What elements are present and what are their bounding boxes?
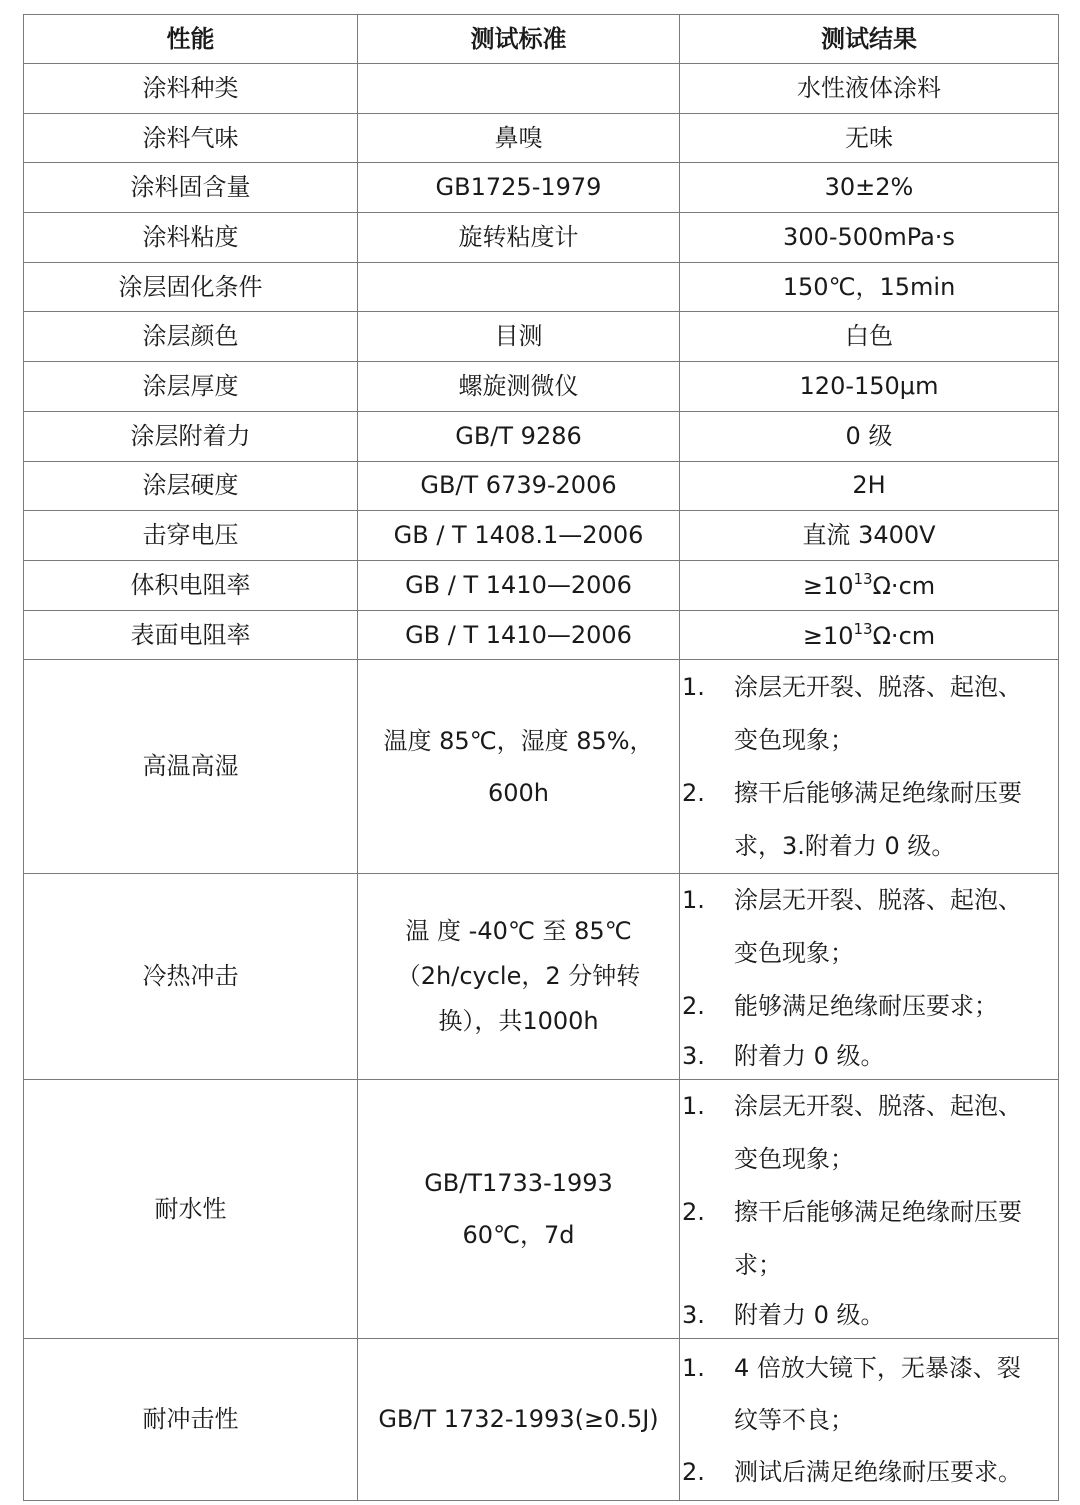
cell-property: 涂料气味 [24, 113, 358, 163]
standard-line: 温 度 -40℃ 至 85℃ [405, 917, 632, 946]
standard-line: 换），共1000h [438, 1007, 599, 1036]
resistivity-unit: Ω·cm [872, 621, 936, 650]
list-number: 2. [682, 1198, 705, 1227]
table-header-row [24, 15, 1059, 64]
cell-result-list [680, 1339, 1059, 1501]
table-row [24, 560, 1059, 610]
cell-result: 120-150μm [680, 362, 1059, 412]
cell-property: 涂层固化条件 [24, 262, 358, 312]
list-text: 擦干后能够满足绝缘耐压要 [734, 778, 1022, 807]
table-row [24, 461, 1059, 511]
cell-result: 直流 3400V [680, 511, 1059, 561]
list-item [680, 874, 1058, 980]
list-text: 能够满足绝缘耐压要求； [734, 992, 998, 1021]
list-number: 2. [682, 992, 705, 1021]
cell-property: 耐冲击性 [24, 1339, 358, 1501]
table-row [24, 362, 1059, 412]
cell-result [680, 560, 1059, 610]
table-row [24, 262, 1059, 312]
cell-standard [358, 64, 680, 114]
list-number: 2. [682, 778, 705, 807]
cell-result-list [680, 1080, 1059, 1339]
list-item [680, 1342, 1058, 1446]
list-text: 附着力 0 级。 [734, 1042, 885, 1071]
standard-line: 60℃，7d [462, 1221, 575, 1250]
table-row [24, 163, 1059, 213]
standard-line: （2h/cycle，2 分钟转 [396, 962, 641, 991]
standard-line: GB/T1733-1993 [424, 1169, 613, 1198]
list-item [680, 1033, 1058, 1079]
table-row [24, 213, 1059, 263]
cell-result: 0 级 [680, 411, 1059, 461]
list-text: 涂层无开裂、脱落、起泡、 [734, 1092, 1022, 1121]
cell-standard: 目测 [358, 312, 680, 362]
table-row [24, 411, 1059, 461]
cell-result: 白色 [680, 312, 1059, 362]
resistivity-unit: Ω·cm [872, 571, 936, 600]
standard-line: 600h [487, 778, 550, 807]
cell-property: 涂料固含量 [24, 163, 358, 213]
cell-standard: GB/T 1732-1993(≥0.5J) [358, 1339, 680, 1501]
list-text: 求，3.附着力 0 级。 [734, 831, 956, 860]
list-text: 涂层无开裂、脱落、起泡、 [734, 886, 1022, 915]
table-row [24, 610, 1059, 660]
cell-result: 无味 [680, 113, 1059, 163]
list-item [680, 1446, 1058, 1498]
cell-result: 300-500mPa·s [680, 213, 1059, 263]
cell-result: 2H [680, 461, 1059, 511]
list-text: 变色现象； [734, 1145, 854, 1174]
table-row [24, 64, 1059, 114]
list-number: 1. [682, 1092, 705, 1121]
list-number: 2. [682, 1457, 705, 1486]
cell-property: 击穿电压 [24, 511, 358, 561]
cell-standard: 旋转粘度计 [358, 213, 680, 263]
list-text: 擦干后能够满足绝缘耐压要 [734, 1198, 1022, 1227]
table-row [24, 113, 1059, 163]
cell-standard: GB1725-1979 [358, 163, 680, 213]
table-row [24, 1339, 1059, 1501]
list-text: 变色现象； [734, 939, 854, 968]
cell-property: 涂料粘度 [24, 213, 358, 263]
standard-line: 温度 85℃，湿度 85%， [383, 726, 654, 755]
cell-result-list [680, 660, 1059, 874]
cell-property: 涂层硬度 [24, 461, 358, 511]
list-text: 纹等不良； [734, 1405, 854, 1434]
cell-standard: GB / T 1410—2006 [358, 560, 680, 610]
list-text: 变色现象； [734, 725, 854, 754]
cell-standard: GB/T 9286 [358, 411, 680, 461]
cell-result: 150℃，15min [680, 262, 1059, 312]
cell-standard [358, 874, 680, 1080]
resistivity-prefix: ≥10 [802, 621, 854, 650]
cell-standard [358, 262, 680, 312]
list-text: 求； [734, 1251, 782, 1280]
cell-standard: GB / T 1410—2006 [358, 610, 680, 660]
list-number: 1. [682, 886, 705, 915]
list-text: 附着力 0 级。 [734, 1301, 885, 1330]
cell-property: 耐水性 [24, 1080, 358, 1339]
list-number: 1. [682, 1353, 705, 1382]
list-number: 3. [682, 1301, 705, 1330]
cell-result [680, 610, 1059, 660]
cell-property: 涂层颜色 [24, 312, 358, 362]
cell-result: 水性液体涂料 [680, 64, 1059, 114]
table-row [24, 1080, 1059, 1339]
table-row [24, 312, 1059, 362]
list-item [680, 980, 1058, 1033]
cell-result: 30±2% [680, 163, 1059, 213]
list-text: 测试后满足绝缘耐压要求。 [734, 1457, 1022, 1486]
performance-table [23, 14, 1059, 1501]
list-item [680, 661, 1058, 767]
list-item [680, 1186, 1058, 1292]
list-number: 3. [682, 1042, 705, 1071]
cell-property: 表面电阻率 [24, 610, 358, 660]
cell-standard: 鼻嗅 [358, 113, 680, 163]
list-text: 4 倍放大镜下，无暴漆、裂 [734, 1353, 1021, 1382]
cell-standard: 螺旋测微仪 [358, 362, 680, 412]
list-item [680, 1292, 1058, 1338]
list-item [680, 767, 1058, 873]
header-property: 性能 [24, 15, 358, 64]
cell-property: 涂层厚度 [24, 362, 358, 412]
list-item [680, 1080, 1058, 1186]
header-result: 测试结果 [680, 15, 1059, 64]
cell-standard: GB / T 1408.1—2006 [358, 511, 680, 561]
table-row [24, 874, 1059, 1080]
resistivity-prefix: ≥10 [802, 571, 854, 600]
cell-property: 体积电阻率 [24, 560, 358, 610]
list-text: 涂层无开裂、脱落、起泡、 [734, 672, 1022, 701]
cell-standard [358, 1080, 680, 1339]
cell-property: 涂料种类 [24, 64, 358, 114]
resistivity-exponent: 13 [853, 569, 873, 588]
resistivity-exponent: 13 [853, 619, 873, 638]
performance-table-container [23, 14, 1058, 1501]
table-row [24, 511, 1059, 561]
list-number: 1. [682, 672, 705, 701]
header-standard: 测试标准 [358, 15, 680, 64]
table-row [24, 660, 1059, 874]
cell-property: 高温高湿 [24, 660, 358, 874]
cell-property: 冷热冲击 [24, 874, 358, 1080]
cell-result-list [680, 874, 1059, 1080]
cell-property: 涂层附着力 [24, 411, 358, 461]
cell-standard [358, 660, 680, 874]
cell-standard: GB/T 6739-2006 [358, 461, 680, 511]
